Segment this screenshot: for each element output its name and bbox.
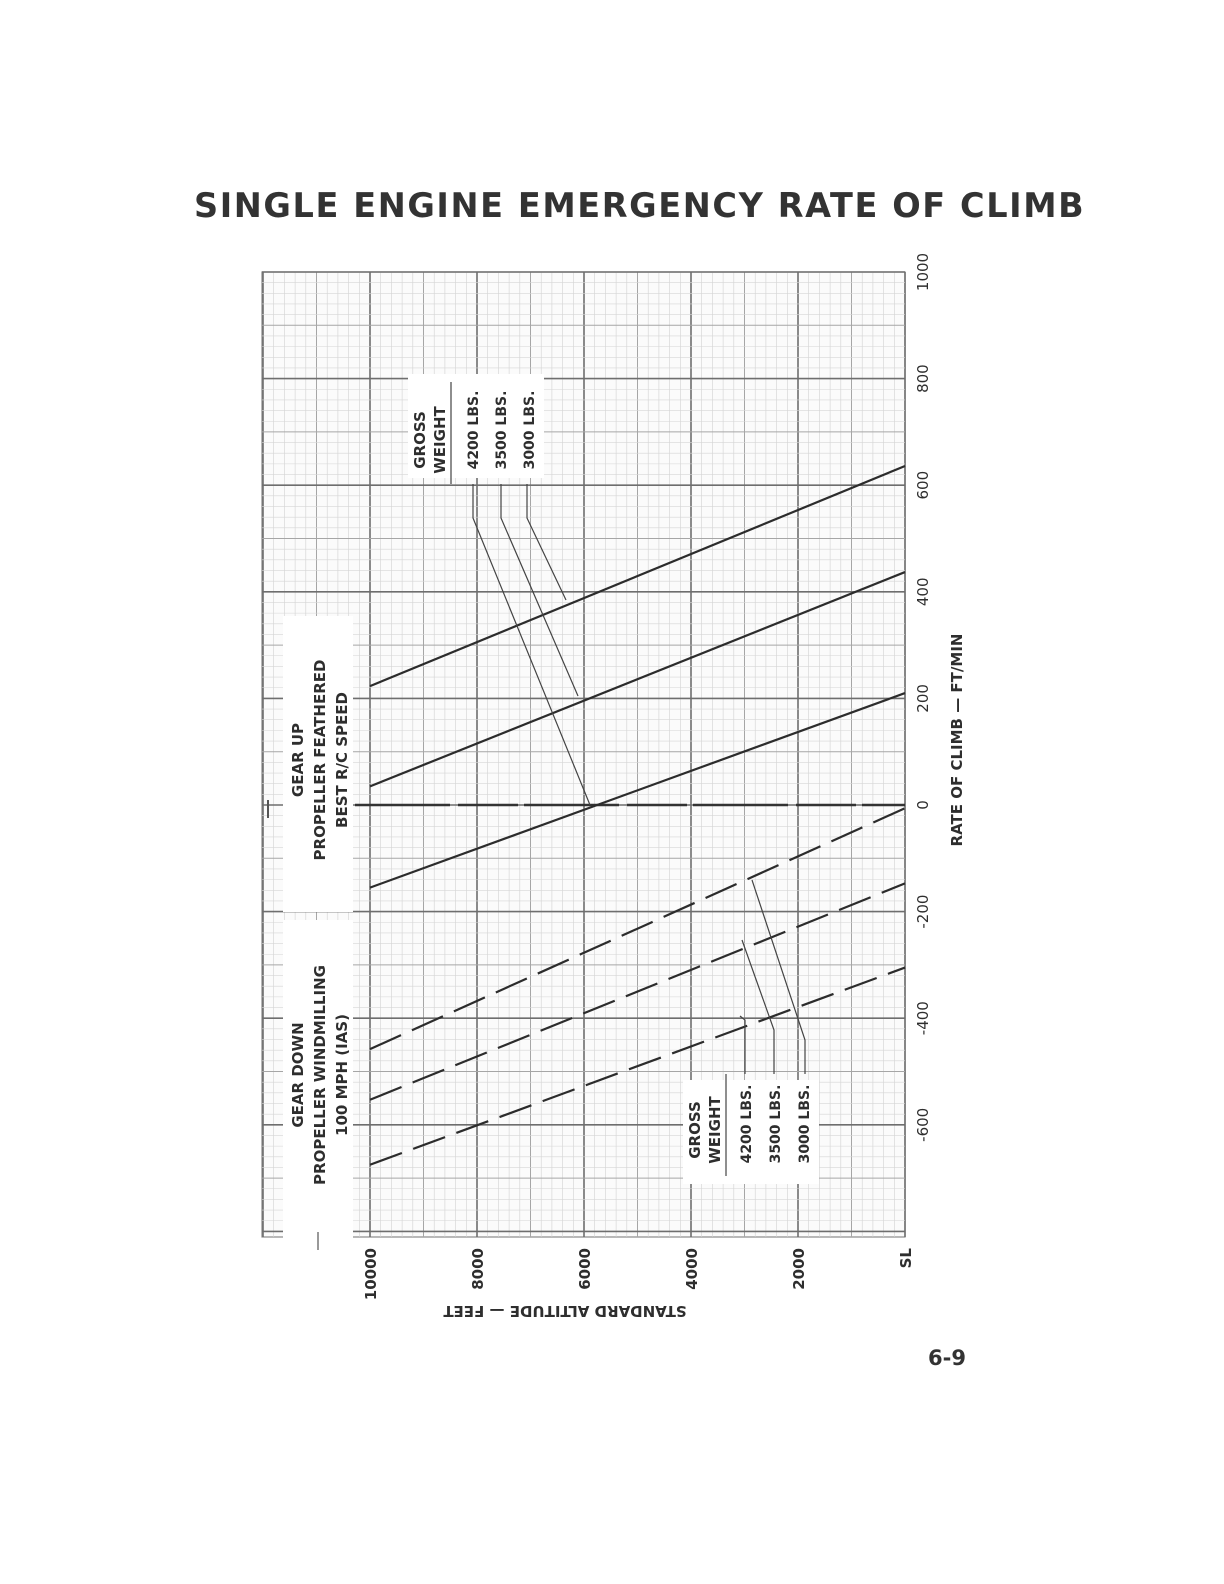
- page-title: SINGLE ENGINE EMERGENCY RATE OF CLIMB: [194, 186, 1086, 225]
- gear-down-condition-text: PROPELLER WINDMILLING: [311, 965, 329, 1185]
- gear-up-legend-title: GROSS: [411, 411, 429, 469]
- roc-tick-label: 1000: [914, 252, 932, 292]
- page-number: 6-9: [928, 1346, 966, 1370]
- roc-tick-label: -200: [914, 894, 932, 929]
- gear-down-legend-item: 3500 LBS.: [768, 1084, 784, 1164]
- gear-up-legend-title: WEIGHT: [431, 406, 449, 474]
- roc-tick-label: 200: [914, 684, 932, 713]
- gear-down-legend-item: 3000 LBS.: [797, 1084, 813, 1164]
- altitude-tick-label: 10000: [362, 1248, 380, 1301]
- altitude-tick-label: 8000: [469, 1248, 487, 1290]
- gear-down-legend-title: GROSS: [686, 1101, 704, 1159]
- gear-down-condition-text: GEAR DOWN: [289, 1022, 307, 1128]
- altitude-axis-title: STANDARD ALTITUDE — FEET: [443, 1302, 687, 1320]
- roc-tick-label: 0: [914, 800, 932, 810]
- altitude-tick-label: 2000: [790, 1248, 808, 1290]
- rate-of-climb-axis-title: RATE OF CLIMB — FT/MIN: [948, 633, 966, 847]
- roc-tick-label: -400: [914, 1001, 932, 1036]
- roc-tick-label: 600: [914, 470, 932, 500]
- gear-up-legend-item: 3000 LBS.: [522, 390, 538, 470]
- roc-tick-label: 800: [914, 364, 932, 393]
- altitude-tick-label: 4000: [683, 1248, 701, 1290]
- gear-down-condition-text: 100 MPH (IAS): [333, 1014, 351, 1136]
- gear-up-condition-text: PROPELLER FEATHERED: [311, 659, 329, 861]
- gear-down-legend-title: WEIGHT: [706, 1096, 724, 1164]
- gear-up-condition-text: BEST R/C SPEED: [333, 692, 351, 828]
- gear-down-legend-item: 4200 LBS.: [739, 1084, 755, 1164]
- gear-up-legend-item: 3500 LBS.: [494, 390, 510, 470]
- gear-up-legend-item: 4200 LBS.: [466, 390, 482, 470]
- altitude-tick-label: 6000: [576, 1248, 594, 1290]
- roc-tick-label: -600: [914, 1107, 932, 1142]
- gear-up-condition-text: GEAR UP: [289, 722, 307, 798]
- altitude-tick-label: SL: [897, 1248, 915, 1269]
- roc-tick-label: 400: [914, 577, 932, 607]
